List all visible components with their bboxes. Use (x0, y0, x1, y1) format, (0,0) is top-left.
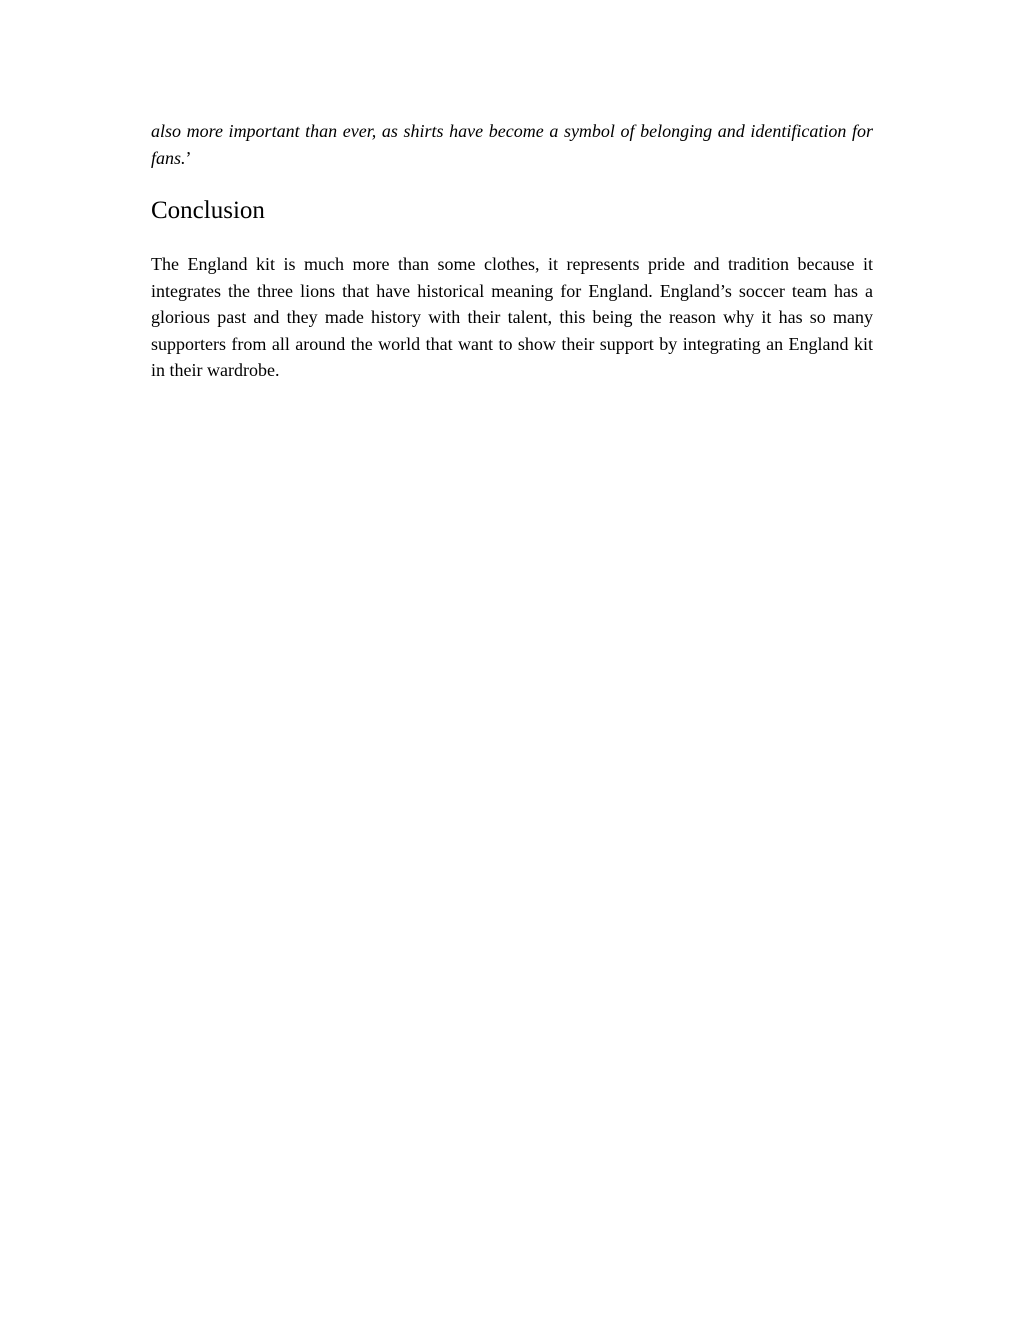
document-page (151, 118, 873, 384)
quote-continuation (151, 118, 873, 172)
conclusion-heading: Conclusion (151, 197, 265, 224)
quote-italic-text: also more important than ever, as shirts have become a symbol of belonging and identification for fans. (151, 121, 873, 168)
conclusion-paragraph: The England kit is much more than some clothes, it represents pride and tradition because it integrates the three lions that have historical meaning for England. England’s soccer team has a glorious past and they made history with their talent, this being the reason why it has so many supporters from all around the world that want to show their support by integrating an England kit in their wardrobe. (151, 254, 873, 381)
closing-quote-mark: ’ (185, 148, 192, 168)
